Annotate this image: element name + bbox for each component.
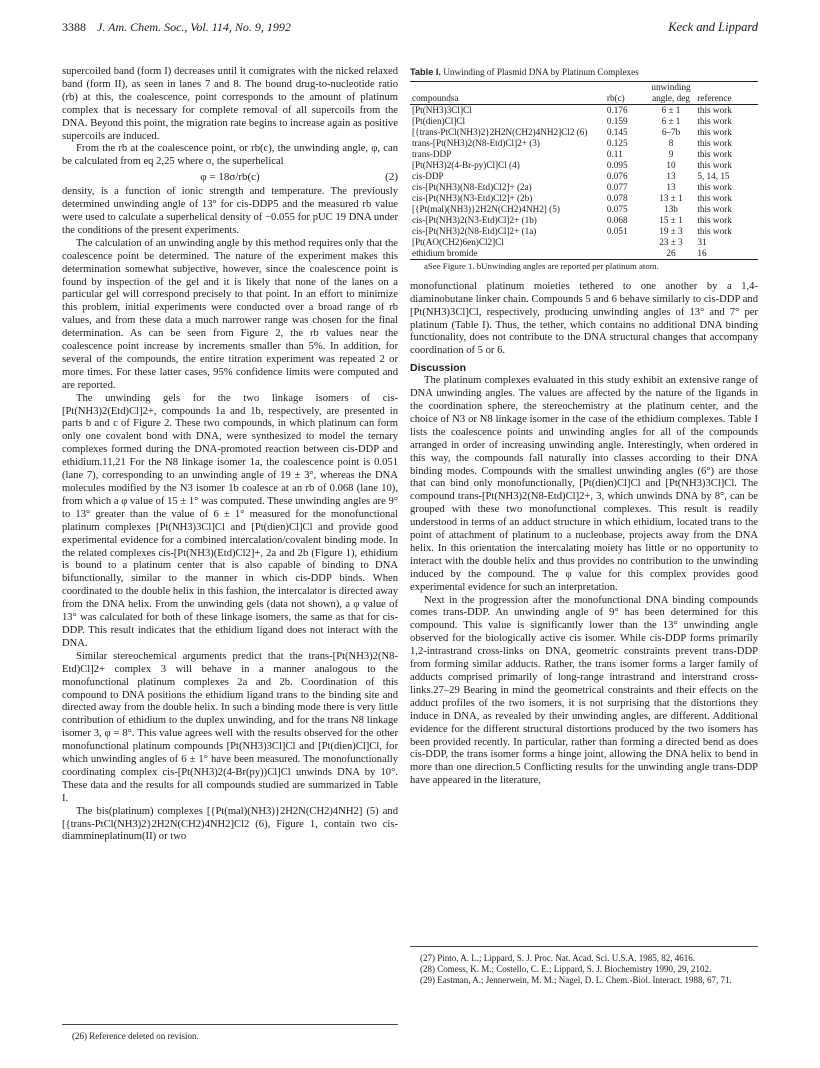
cell-compound: [Pt(NH3)2(4-Br-py)Cl]Cl (4): [412, 159, 520, 170]
col-header-angle: unwinding angle, deg: [647, 81, 696, 104]
cell-reference: this work: [697, 214, 732, 225]
table-row: [410, 237, 758, 248]
paragraph: supercoiled band (form I) decreases until it comigrates with the nicked relaxed band (form II), as seen in lanes 7 and 8. The bound drug-to-nucleotide ratio (rb) at this, the coalescence, point corresponds to the amount of platinum complex that is necessary for complete removal of all supercoils from the DNA. Beyond this point, the migration rate begins to increase again as positive supercoils are induced.: [62, 66, 398, 142]
footnote-29: (29) Eastman, A.; Jennerwein, M. M.; Nagel, D. L. Chem.-Biol. Interact. 1988, 67, 71.: [420, 975, 732, 985]
table-body: [410, 104, 758, 259]
cell-compound: ethidium bromide: [410, 248, 605, 260]
cell-reference: this work: [697, 148, 732, 159]
cell-reference: 31: [697, 236, 707, 247]
cell-rbc: [605, 237, 647, 248]
table-row: [410, 116, 758, 127]
cell-compound: [Pt(dien)Cl]Cl: [412, 115, 466, 126]
page-header: [62, 20, 758, 40]
cell-angle: 23 ± 3: [659, 236, 683, 247]
cell-rbc: 0.145: [606, 126, 628, 137]
cell-rbc: 0.11: [606, 148, 623, 159]
cell-angle: 9: [668, 148, 674, 159]
journal-citation: J. Am. Chem. Soc., Vol. 114, No. 9, 1992: [97, 20, 291, 34]
table-row: [410, 104, 758, 116]
table-row: [410, 204, 758, 215]
cell-angle: 13: [666, 170, 676, 181]
header-left: [62, 20, 291, 35]
running-head-authors: Keck and Lippard: [668, 20, 758, 34]
cell-angle: 10: [666, 159, 676, 170]
cell-angle: 6 ± 1: [661, 115, 681, 126]
cell-compound: cis-[Pt(NH3)(N3-Etd)Cl2]+ (2b): [412, 192, 533, 203]
paragraph: monofunctional platinum moieties tethered to one another by a 1,4-diaminobutane linker chain. Compounds 5 and 6 behave similarly to cis-DDP and [Pt(NH3)3Cl]Cl, respectively, producing unwinding angles of 13° and 7° per platinum (Table I). Thus, the tether, which contains no additional DNA binding functionality, does not contribute to the DNA structural changes that accompany coordination of 5 or 6.: [410, 280, 758, 357]
paragraph: Similar stereochemical arguments predict that the trans-[Pt(NH3)2(N8-Etd)Cl]2+ complex 3 will behave in a manner analogous to the monofunctional platinum complexes 2a and 2b. Coordination of this compound to DNA positions the ethidium ligand trans to the binding site and directed away from the double helix. In such a binding mode there is very little contribution of ethidium to the duplex unwinding, and for the trans N8 linkage isomer 3, φ = 8°. This value agrees well with the results observed for the other monofunctional platinum compounds [Pt(NH3)3Cl]Cl and [Pt(dien)Cl]Cl, for which unwinding angles of 6 ± 1° have been measured. The monofunctionally coordinating complex cis-[Pt(NH3)2(4-Br(py))Cl]Cl unwinds DNA by 10°. These data and the results for all compounds studied are summarized in Table I.: [62, 650, 398, 804]
cell-compound: [Pt(AO(CH2)6en)Cl2]Cl: [412, 236, 504, 247]
table-row: [410, 160, 758, 171]
cell-compound: trans-DDP: [412, 148, 452, 159]
right-footnotes: [410, 946, 758, 986]
cell-reference: this work: [697, 126, 732, 137]
paragraph: From the rb at the coalescence point, or rb(c), the unwinding angle, φ, can be calculated from eq 2,25 where σ, the superhelical: [62, 143, 398, 168]
cell-reference: this work: [697, 137, 732, 148]
table-title: Table I.: [410, 67, 441, 77]
equation-2: [62, 171, 398, 184]
equation-text: φ = 18σ/rb(c): [200, 171, 260, 184]
right-column: [410, 66, 758, 788]
table-row: [410, 182, 758, 193]
cell-angle: 8: [668, 137, 674, 148]
cell-rbc: 0.125: [606, 137, 628, 148]
table-row: [410, 138, 758, 149]
cell-rbc: 0.051: [606, 225, 628, 236]
paragraph: density, is a function of ionic strength and temperature. The previously determined unwinding angle of 13° for cis-DDP5 and the measured rb value were used to calculate a superhelical density of −0.055 for pUC 19 DNA under the conditions of the present experiments.: [62, 186, 398, 236]
table-row: [410, 171, 758, 182]
cell-angle: 13 ± 1: [659, 192, 683, 203]
table-row: [410, 127, 758, 138]
table-row: [410, 226, 758, 237]
cell-angle: 19 ± 3: [659, 225, 683, 236]
section-heading-discussion: Discussion: [410, 362, 467, 375]
paragraph: The unwinding gels for the two linkage isomers of cis-[Pt(NH3)2(Etd)Cl]2+, compounds 1a and 1b, respectively, are presented in parts b and c of Figure 2. These two compounds, in which platinum can form only one covalent bond with DNA, were synthesized to model the ternary complexes formed during the DNA-promoted reaction between cis-DDP and ethidium.11,21 For the N8 linkage isomer 1a, the coalescence point is 0.051 (lane 7), corresponding to an unwinding angle of 19 ± 3°, whereas the DNA molecules modified by the N3 isomer 1b coalesce at an rb of 0.068 (lane 10), from which a φ value of 15 ± 1° was computed. These unwinding angles are 9° to 13° greater than the value of 6 ± 1° measured for the monofunctional platinum complexes [Pt(NH3)3Cl]Cl and [Pt(dien)Cl]Cl and provide good experimental evidence for a combined intercalation/covalent binding mode. In the related complexes cis-[Pt(NH3)(Etd)Cl2]+, 2a and 2b (Figure 1), ethidium is bound to a platinum center that is also capable of binding to DNA bifunctionally, similar to the manner in which cis-DDP binds. When coordinated to the double helix in this fashion, the intercalator is directed away from the DNA helix. From the unwinding gels (data not shown), a φ value of 13° was calculated for both of these linkage isomers, the same as that for cis-DDP. This result indicates that the ethidium ligand does not interact with the DNA.: [62, 392, 398, 649]
table-row: [410, 215, 758, 226]
unwinding-table: [410, 81, 758, 260]
cell-rbc: 0.077: [606, 181, 628, 192]
cell-rbc: 0.095: [606, 159, 628, 170]
table-row: [410, 149, 758, 160]
cell-angle: 13b: [664, 203, 678, 214]
col-header-reference: reference: [695, 81, 758, 104]
page-number: 3388: [62, 20, 86, 34]
cell-rbc: 0.078: [606, 192, 628, 203]
equation-number: (2): [385, 171, 398, 184]
footnote-28: (28) Comess, K. M.; Costello, C. E.; Lippard, S. J. Biochemistry 1990, 29, 2102.: [420, 964, 712, 974]
table-caption: [410, 66, 758, 79]
cell-rbc: [605, 248, 647, 260]
cell-angle: 26: [647, 248, 696, 260]
table-row: [410, 248, 758, 260]
cell-compound: trans-[Pt(NH3)2(N8-Etd)Cl]2+ (3): [412, 137, 540, 148]
cell-angle: 6–7b: [661, 126, 681, 137]
table-footnote: aSee Figure 1. bUnwinding angles are reported per platinum atom.: [424, 260, 659, 271]
cell-compound: [Pt(NH3)3Cl]Cl: [412, 104, 472, 115]
cell-compound: cis-DDP: [412, 170, 444, 181]
cell-reference: this work: [697, 225, 732, 236]
paragraph: Next in the progression after the monofunctional DNA binding compounds comes trans-DDP. An unwinding angle of 9° has been determined for this compound. This value is significantly lower than the 13° unwinding angle observed for the biologically active cis isomer. While cis-DDP forms primarily 1,2-intrastrand cross-links on DNA, geometric constraints prevent trans-DDP from forming similar adducts. Rather, the trans isomer forms a larger family of adducts comprised primarily of long-range intrastrand and interstrand cross-links.27–29 Bearing in mind the geometrical constraints and their effects on the adduct profiles of the two isomers, it is not surprising that the distortions they induce in DNA, as revealed by their unwinding angles, are different. Additional evidence for the different structural distortions produced by the two isomers has been provided recently. In particular, rather than forming a directed bend as does cis-DDP, the trans isomer forms a hinge joint, allowing the DNA helix to bend in more than one direction.5 Conflicting results for the unwinding angle trans-DDP have appeared in the literature,: [410, 594, 758, 787]
cell-rbc: 0.176: [606, 104, 628, 115]
cell-compound: [{trans-PtCl(NH3)2}2H2N(CH2)4NH2]Cl2 (6): [412, 126, 588, 137]
paragraph: The platinum complexes evaluated in this study exhibit an extensive range of DNA unwinding angles. The values are affected by the nature of the ligands in the coordination sphere, the stereochemistry at the platinum center, and the choice of N3 or N8 linkage isomer in the case of the ethidium complexes. Table I lists the coalescence points and unwinding angles for all of the compounds arranged in order of increasing unwinding angle. Interestingly, when ordered in this way, the compounds fall naturally into classes according to their DNA binding modes. Compounds with the smallest unwinding angles (6°) are those that can bind only monofunctionally, [Pt(dien)Cl]Cl and [Pt(NH3)3Cl]Cl. The compound trans-[Pt(NH3)2(N8-Etd)Cl]2+, 3, which unwinds DNA by 8°, can be grouped with these two monofunctional complexes. This result is readily understood in terms of an adduct structure in which ethidium, located trans to the point of attachment of platinum to a nucleobase, projects away from the DNA helix. In this orientation the intercalating moiety has little or no opportunity to interact with the double helix and thus provides no contribution to the unwinding induced by the compound. The φ value for this complex provides good experimental evidence for such an interpretation.: [410, 375, 758, 593]
cell-compound: cis-[Pt(NH3)2(N8-Etd)Cl]2+ (1a): [412, 225, 537, 236]
col-header-compounds: compoundsa: [410, 81, 605, 104]
cell-compound: cis-[Pt(NH3)(N8-Etd)Cl2]+ (2a): [412, 181, 532, 192]
cell-reference: this work: [697, 192, 732, 203]
cell-reference: this work: [697, 115, 732, 126]
left-footnotes: [62, 1024, 398, 1042]
cell-reference: this work: [697, 181, 732, 192]
cell-reference: 5, 14, 15: [697, 170, 730, 181]
cell-reference: 16: [695, 248, 758, 260]
cell-rbc: 0.159: [606, 115, 628, 126]
cell-rbc: 0.075: [606, 203, 628, 214]
cell-rbc: 0.068: [606, 214, 628, 225]
cell-reference: this work: [697, 104, 732, 115]
cell-reference: this work: [697, 159, 732, 170]
cell-angle: 13: [666, 181, 676, 192]
footnote-26: (26) Reference deleted on revision.: [72, 1031, 199, 1041]
cell-angle: 15 ± 1: [659, 214, 683, 225]
paragraph: The calculation of an unwinding angle by this method requires only that the coalescence point be determined. The nature of the experiment makes this determination somewhat subjective, however, since the coalescence point is found by inspection of the gel and it is likely that none of the lanes on a particular gel will correspond precisely to that point. In an effort to minimize this problem, initial experiments were conducted over a broad range of rb values, and from these data a much narrower range was chosen for the final determination. As can be seen from Figure 2, the rb values near the coalescence point increase by increments smaller than 5%. In addition, for several of the compounds, the entire titration experiment was repeated 2 or more times. For these latter cases, 95% confidence limits were computed and are reported.: [62, 237, 398, 391]
paragraph: The bis(platinum) complexes [{Pt(mal)(NH3)}2H2N(CH2)4NH2] (5) and [{trans-PtCl(NH3)2}2H2N(CH2)4NH2]Cl2 (6), Figure 1, contain two cis-diammineplatinum(II) or two: [62, 805, 398, 843]
cell-reference: this work: [697, 203, 732, 214]
footnote-27: (27) Pinto, A. L.; Lippard, S. J. Proc. Nat. Acad. Sci. U.S.A. 1985, 82, 4616.: [420, 953, 695, 963]
cell-compound: [{Pt(mal)(NH3)}2H2N(CH2)4NH2] (5): [412, 203, 560, 214]
table-row: [410, 193, 758, 204]
cell-compound: cis-[Pt(NH3)2(N3-Etd)Cl]2+ (1b): [412, 214, 537, 225]
cell-angle: 6 ± 1: [661, 104, 681, 115]
col-header-rbc: rb(c): [605, 81, 647, 104]
table-caption-text: Unwinding of Plasmid DNA by Platinum Complexes: [443, 67, 639, 77]
left-column: [62, 66, 398, 844]
cell-rbc: 0.076: [606, 170, 628, 181]
